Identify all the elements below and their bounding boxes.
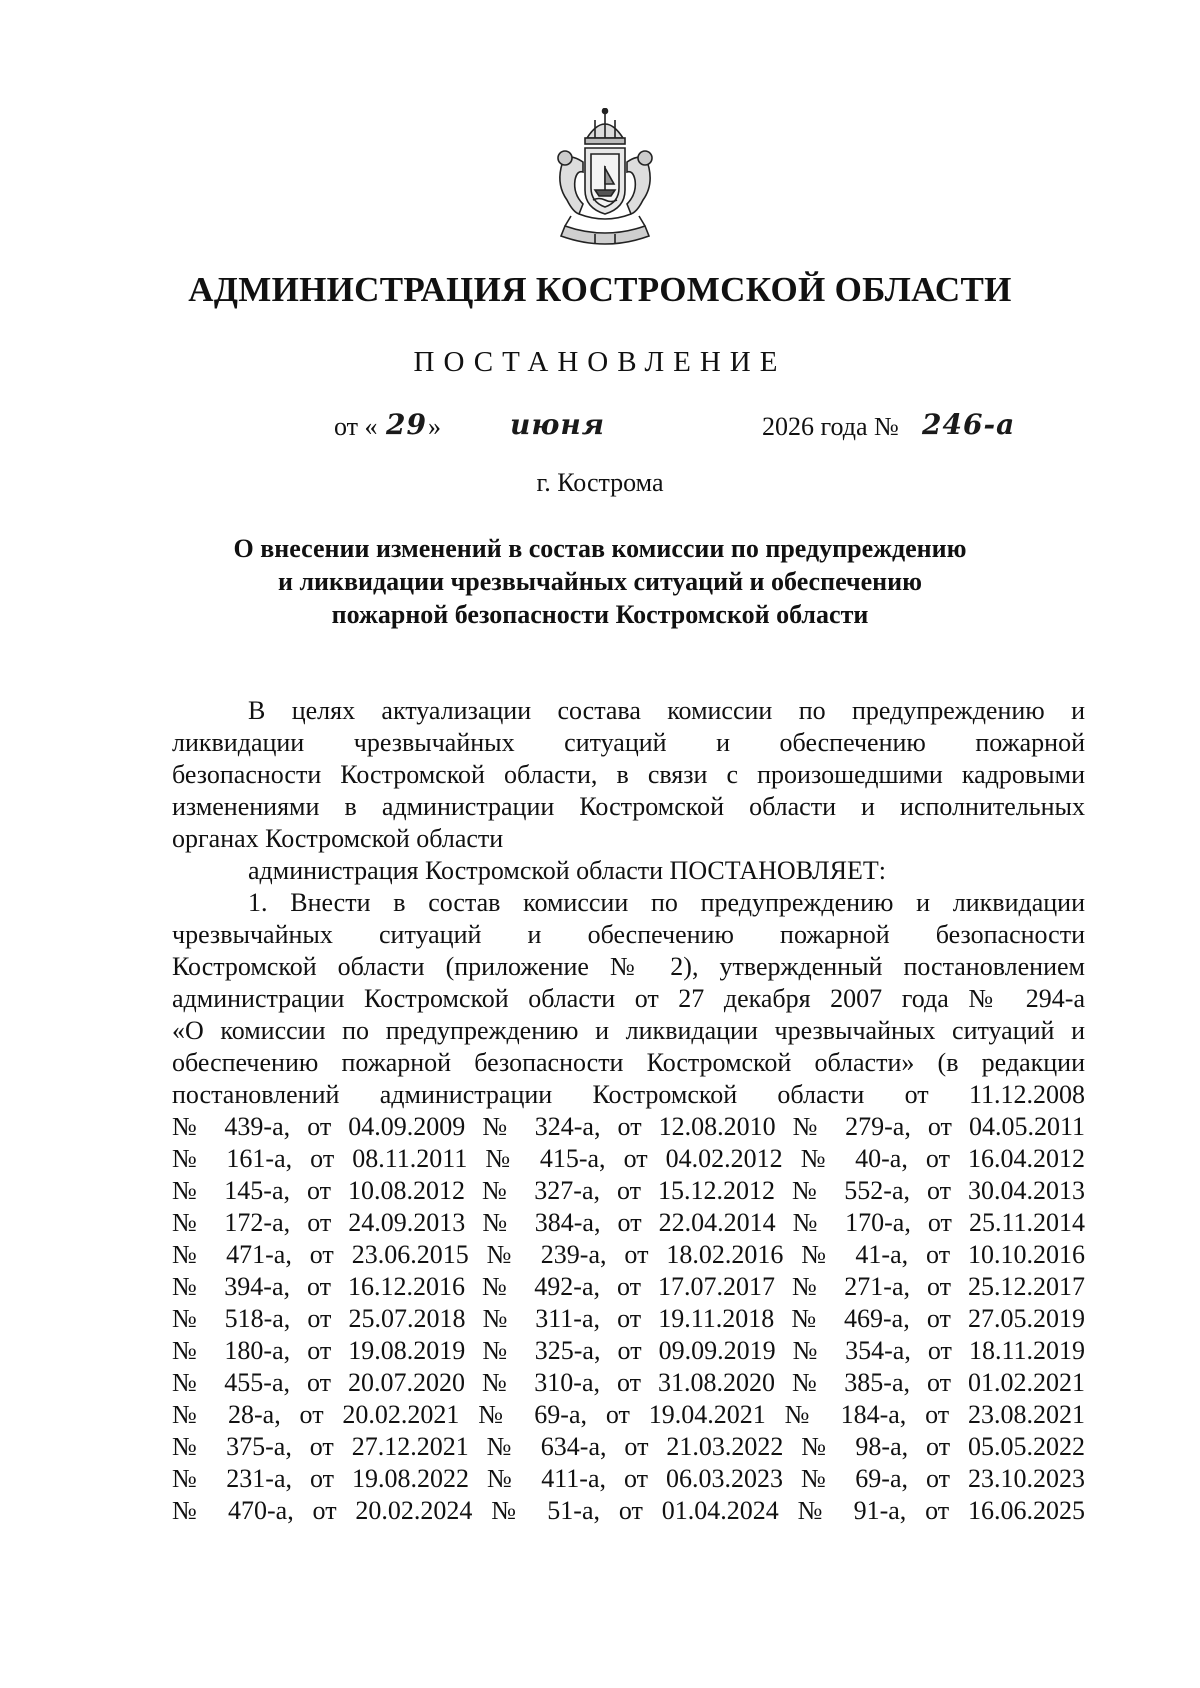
date-year-text: 2026 года № xyxy=(762,412,899,441)
body-line: № 28-а, от 20.02.2021 № 69-а, от 19.04.2021 № 184-а, от 23.08.2021 xyxy=(172,1400,1085,1429)
body-line: № 231-а, от 19.08.2022 № 411-а, от 06.03.2023 № 69-а, от 23.10.2023 xyxy=(172,1464,1085,1493)
body-line: № 518-а, от 25.07.2018 № 311-а, от 19.11.2018 № 469-а, от 27.05.2019 xyxy=(172,1304,1085,1333)
body-line: чрезвычайных ситуаций и обеспечению пожарной безопасности xyxy=(172,920,1085,949)
body-line: обеспечению пожарной безопасности Костромской области» (в редакции xyxy=(172,1048,1085,1077)
body-line: «О комиссии по предупреждению и ликвидации чрезвычайных ситуаций и xyxy=(172,1016,1085,1045)
document-number-handwritten: 246-а xyxy=(922,408,1016,441)
body-line: постановлений администрации Костромской области от 11.12.2008 xyxy=(172,1080,1085,1109)
body-line: № 470-а, от 20.02.2024 № 51-а, от 01.04.2024 № 91-а, от 16.06.2025 xyxy=(172,1496,1085,1525)
body-line: № 145-а, от 10.08.2012 № 327-а, от 15.12.2012 № 552-а, от 30.04.2013 xyxy=(172,1176,1085,1205)
body-line: администрации Костромской области от 27 декабря 2007 года № 294-а xyxy=(172,984,1085,1013)
document-subject xyxy=(0,532,1200,631)
coat-of-arms-emblem xyxy=(535,108,675,258)
date-prefix: от « xyxy=(334,412,378,441)
body-line: администрация Костромской области ПОСТАНОВЛЯЕТ: xyxy=(248,856,887,885)
date-day-handwritten: 29 xyxy=(386,408,427,441)
body-line: Костромской области (приложение № 2), утвержденный постановлением xyxy=(172,952,1085,981)
subject-line: и ликвидации чрезвычайных ситуаций и обеспечению xyxy=(277,567,922,596)
body-line: № 172-а, от 24.09.2013 № 384-а, от 22.04.2014 № 170-а, от 25.11.2014 xyxy=(172,1208,1085,1237)
subject-line: пожарной безопасности Костромской области xyxy=(331,600,869,629)
date-number-line xyxy=(334,406,1054,446)
document-type-heading: ПОСТАНОВЛЕНИЕ xyxy=(413,346,787,378)
body-line: № 394-а, от 16.12.2016 № 492-а, от 17.07.2017 № 271-а, от 25.12.2017 xyxy=(172,1272,1085,1301)
body-line: № 455-а, от 20.07.2020 № 310-а, от 31.08.2020 № 385-а, от 01.02.2021 xyxy=(172,1368,1085,1397)
city-line: г. Кострома xyxy=(536,468,664,497)
body-line: изменениями в администрации Костромской области и исполнительных xyxy=(172,792,1085,821)
body-line: ликвидации чрезвычайных ситуаций и обеспечению пожарной xyxy=(172,728,1085,757)
body-line: № 180-а, от 19.08.2019 № 325-а, от 09.09.2019 № 354-а, от 18.11.2019 xyxy=(172,1336,1085,1365)
body-line: № 161-а, от 08.11.2011 № 415-а, от 04.02.2012 № 40-а, от 16.04.2012 xyxy=(172,1144,1085,1173)
document-body xyxy=(172,695,1085,1527)
body-line: № 471-а, от 23.06.2015 № 239-а, от 18.02.2016 № 41-а, от 10.10.2016 xyxy=(172,1240,1085,1269)
date-quote-close: » xyxy=(428,412,441,441)
body-line: безопасности Костромской области, в связи с произошедшими кадровыми xyxy=(172,760,1085,789)
body-line: № 375-а, от 27.12.2021 № 634-а, от 21.03.2022 № 98-а, от 05.05.2022 xyxy=(172,1432,1085,1461)
subject-line: О внесении изменений в состав комиссии по предупреждению xyxy=(233,534,967,563)
organization-title: АДМИНИСТРАЦИЯ КОСТРОМСКОЙ ОБЛАСТИ xyxy=(188,270,1012,309)
body-line: В целях актуализации состава комиссии по предупреждению и xyxy=(248,696,1085,725)
body-line: 1. Внести в состав комиссии по предупреждению и ликвидации xyxy=(248,888,1085,917)
body-line: органах Костромской области xyxy=(172,824,504,853)
date-month-handwritten: июня xyxy=(510,408,606,441)
body-line: № 439-а, от 04.09.2009 № 324-а, от 12.08.2010 № 279-а, от 04.05.2011 xyxy=(172,1112,1085,1141)
